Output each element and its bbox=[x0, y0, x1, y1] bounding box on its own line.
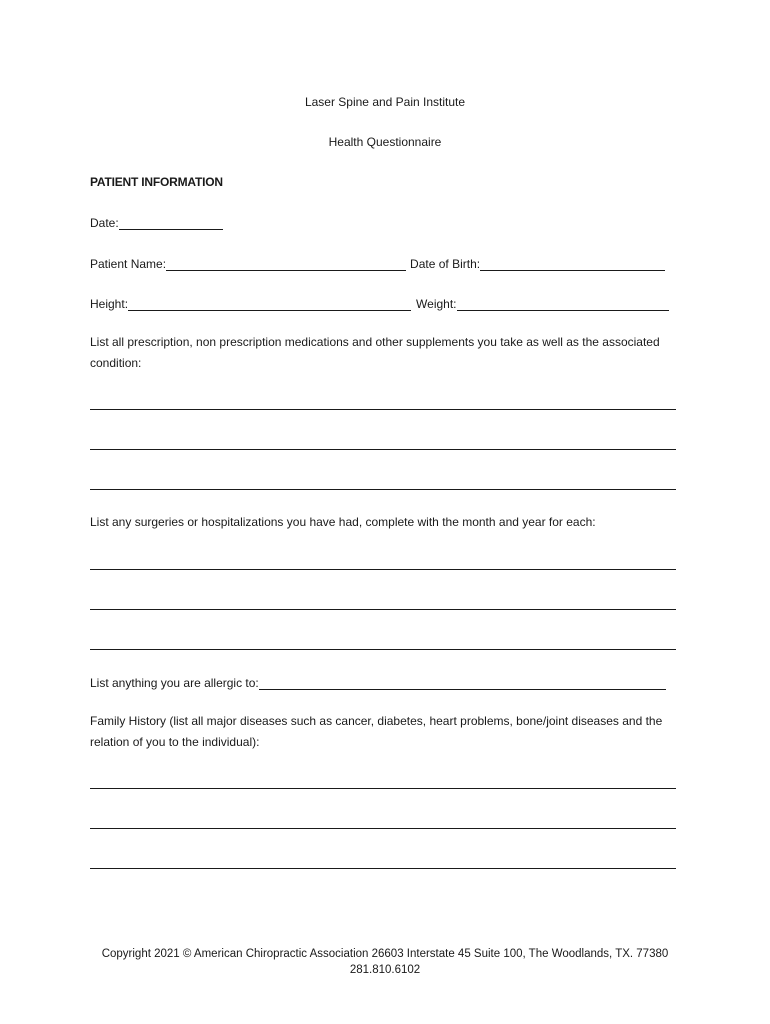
allergies-field[interactable] bbox=[259, 677, 666, 690]
date-row bbox=[90, 214, 223, 230]
footer-phone: 281.810.6102 bbox=[349, 964, 421, 976]
surgeries-answer-line-3[interactable] bbox=[90, 636, 676, 650]
patient-name-label: Patient Name: bbox=[90, 257, 167, 271]
allergies-label: List anything you are allergic to: bbox=[90, 676, 259, 690]
height-field[interactable] bbox=[128, 298, 411, 311]
medications-answer-line-1[interactable] bbox=[90, 396, 676, 410]
family-history-answer-line-2[interactable] bbox=[90, 815, 676, 829]
date-field[interactable] bbox=[119, 217, 223, 230]
section-heading: PATIENT INFORMATION bbox=[90, 175, 223, 189]
height-label: Height: bbox=[90, 297, 129, 311]
document-title: Health Questionnaire bbox=[328, 135, 442, 149]
surgeries-question: List any surgeries or hospitalizations you have had, complete with the month and year for each: bbox=[90, 515, 596, 529]
dob-label: Date of Birth: bbox=[410, 257, 481, 271]
family-history-answer-line-3[interactable] bbox=[90, 855, 676, 869]
date-label: Date: bbox=[90, 216, 119, 230]
surgeries-answer-line-1[interactable] bbox=[90, 556, 676, 570]
medications-question: List all prescription, non prescription medications and other supplements you take as well as the associated condition: bbox=[90, 335, 660, 370]
family-history-answer-line-1[interactable] bbox=[90, 775, 676, 789]
family-history-question: Family History (list all major diseases such as cancer, diabetes, heart problems, bone/joint diseases and the relation of you to the individual): bbox=[90, 714, 663, 749]
surgeries-answer-line-2[interactable] bbox=[90, 596, 676, 610]
dob-field[interactable] bbox=[480, 258, 665, 271]
height-weight-row bbox=[90, 295, 669, 311]
weight-field[interactable] bbox=[457, 298, 669, 311]
organization-name: Laser Spine and Pain Institute bbox=[304, 95, 466, 109]
footer-copyright: Copyright 2021 © American Chiropractic Association 26603 Interstate 45 Suite 100, The Woodlands, TX. 77380 bbox=[101, 948, 669, 960]
weight-label: Weight: bbox=[416, 297, 457, 311]
patient-name-row bbox=[90, 255, 665, 271]
allergies-row bbox=[90, 674, 666, 690]
medications-answer-line-2[interactable] bbox=[90, 436, 676, 450]
medications-answer-line-3[interactable] bbox=[90, 476, 676, 490]
patient-name-field[interactable] bbox=[166, 258, 406, 271]
